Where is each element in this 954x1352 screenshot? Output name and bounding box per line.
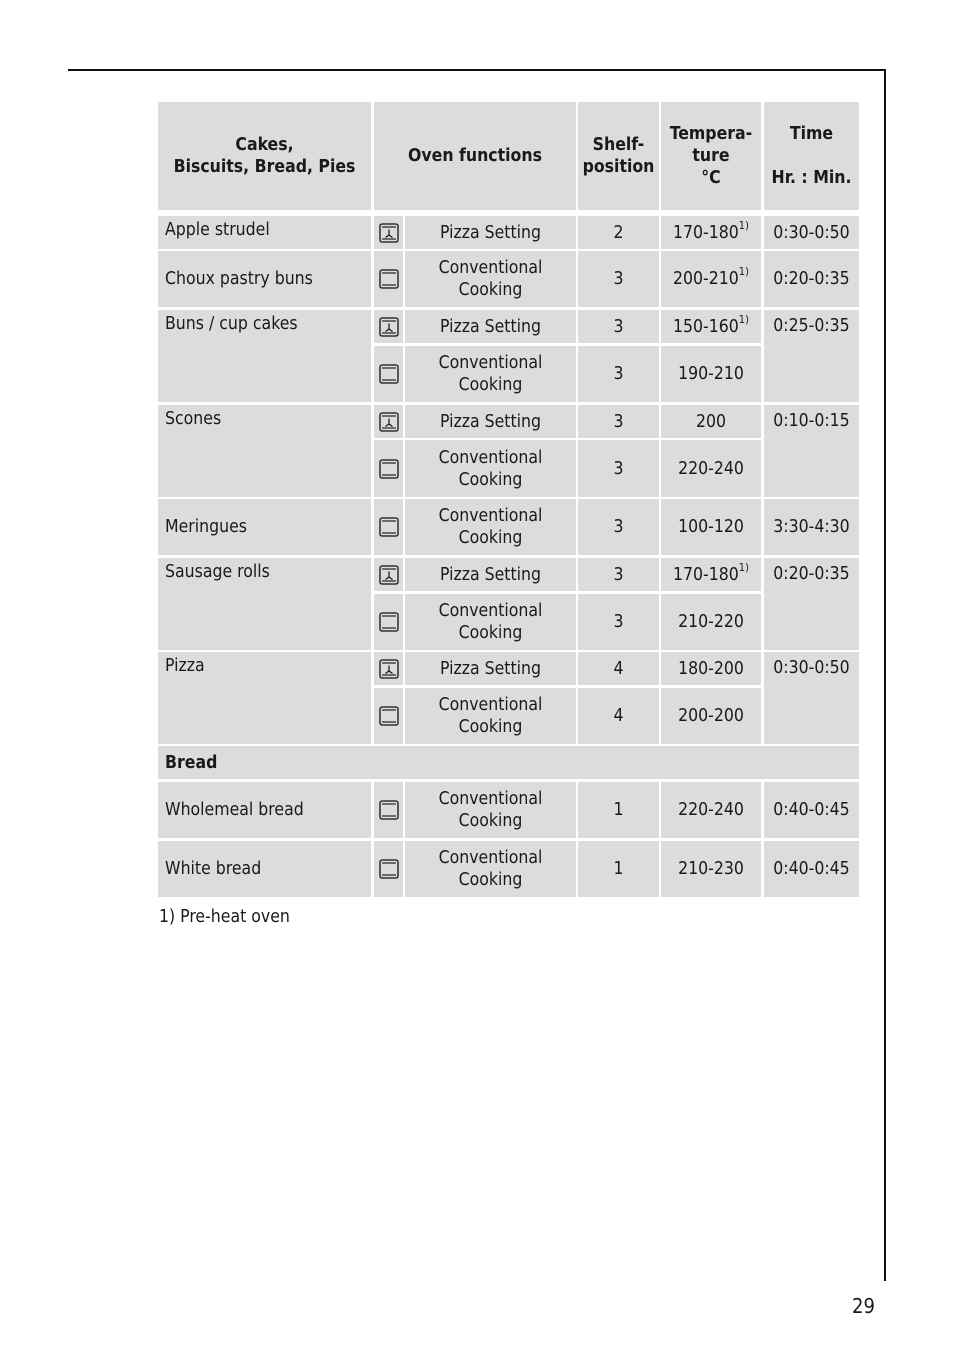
shelf-cell [578,652,659,685]
temp-cell [661,652,761,685]
temp-cell [661,841,761,897]
dish-cell [158,310,371,402]
function-label-line1: Conventional [438,506,543,526]
time-value: 0:10-0:15 [773,411,850,431]
function-icon-cell [374,499,403,555]
shelf-cell [578,782,659,838]
function-cell [405,499,576,555]
temp-value: 200 [695,411,727,432]
shelf-cell [578,440,659,497]
function-label-line2: Cooking [458,870,523,890]
function-label-line1: Conventional [438,258,543,278]
section-title: Bread [165,752,218,773]
preheat-note-ref: 1) [738,265,749,279]
temp-cell [661,440,761,497]
shelf-cell [578,558,659,591]
dish-cell [158,499,371,555]
function-cell [405,594,576,650]
time-cell [764,499,859,555]
header-oven-functions [374,102,576,210]
time-value: 0:40-0:45 [773,800,850,820]
function-label: Pizza Setting [439,316,542,337]
function-cell [405,652,576,685]
shelf-value: 3 [613,612,624,632]
time-value: 0:30-0:50 [773,222,850,243]
header-dish [158,102,371,210]
temp-value: 220-240 [678,458,744,479]
function-icon-cell [374,405,403,438]
function-icon-cell [374,594,403,650]
temp-cell [661,499,761,555]
shelf-value: 3 [613,411,624,432]
header-shelf [578,102,659,210]
time-value: 0:20-0:35 [773,564,850,584]
shelf-value: 3 [613,364,624,384]
dish-cell [158,558,371,650]
function-label-line2: Cooking [458,469,523,490]
function-cell [405,558,576,591]
shelf-cell [578,346,659,402]
header-temperature [661,102,761,210]
conventional-cooking-icon [379,612,399,632]
function-icon-cell [374,652,403,685]
dish-name: White bread [165,859,262,879]
temp-value: 220-240 [678,800,744,820]
function-label-line1: Conventional [438,789,543,809]
dish-cell [158,652,371,744]
function-label-line1: Conventional [438,601,543,621]
function-label-line1: Conventional [438,695,543,715]
conventional-cooking-icon [379,459,399,479]
time-cell [764,251,859,307]
header-time-line2: Hr. : Min. [771,168,852,188]
shelf-cell [578,841,659,897]
conventional-cooking-icon [379,859,399,879]
dish-name: Sausage rolls [165,562,270,582]
time-cell [764,652,859,744]
time-value: 0:40-0:45 [773,859,850,879]
function-cell [405,346,576,402]
page-number: 29 [852,1294,875,1318]
dish-name: Scones [165,409,222,429]
dish-name: Choux pastry buns [165,269,313,289]
right-rule [884,69,886,1281]
temp-cell [661,346,761,402]
conventional-cooking-icon [379,517,399,537]
dish-cell [158,841,371,897]
function-cell [405,440,576,497]
header-time-line1: Time [789,124,834,144]
time-value: 3:30-4:30 [773,517,850,537]
function-label-line1: Conventional [438,848,543,868]
temp-value: 210-220 [678,612,744,632]
temp-value: 210-230 [678,859,744,879]
function-label: Pizza Setting [439,564,542,585]
temp-value: 150-160 [673,316,739,337]
temp-value: 170-180 [673,222,739,243]
dish-name: Meringues [165,517,247,537]
function-label-line2: Cooking [458,623,523,643]
shelf-cell [578,499,659,555]
shelf-value: 3 [613,316,624,337]
shelf-cell [578,310,659,343]
function-label-line2: Cooking [458,280,523,300]
header-temp-line1: Tempera- [669,124,753,144]
time-cell [764,216,859,249]
shelf-value: 3 [613,458,624,479]
shelf-cell [578,688,659,744]
preheat-note-ref: 1) [738,218,749,232]
conventional-cooking-icon [379,800,399,820]
dish-name: Pizza [165,656,205,676]
shelf-cell [578,251,659,307]
function-label-line2: Cooking [458,375,523,395]
function-icon-cell [374,688,403,744]
temp-cell [661,558,761,591]
shelf-value: 1 [613,859,624,879]
time-cell [764,782,859,838]
footnote: 1) Pre-heat oven [159,907,290,927]
dish-cell [158,405,371,497]
temp-cell [661,688,761,744]
shelf-cell [578,594,659,650]
time-cell [764,310,859,402]
function-cell [405,688,576,744]
pizza-setting-icon [379,565,399,585]
function-icon-cell [374,440,403,497]
function-label-line1: Conventional [438,447,543,468]
top-rule [68,69,886,71]
pizza-setting-icon [379,317,399,337]
dish-cell [158,216,371,249]
shelf-value: 1 [613,800,624,820]
temp-cell [661,310,761,343]
function-cell [405,405,576,438]
temp-value: 200-200 [678,706,744,726]
shelf-value: 4 [613,658,624,679]
temp-cell [661,216,761,249]
shelf-value: 2 [613,222,624,243]
header-shelf-line1: Shelf- [592,135,645,155]
function-label-line2: Cooking [458,528,523,548]
function-cell [405,782,576,838]
function-icon-cell [374,841,403,897]
temp-cell [661,594,761,650]
conventional-cooking-icon [379,706,399,726]
time-value: 0:25-0:35 [773,316,850,336]
header-shelf-line2: position [582,157,655,177]
section-header-bread [158,746,859,779]
function-cell [405,841,576,897]
preheat-note-ref: 1) [738,560,749,574]
header-temp-unit: °C [701,168,721,188]
preheat-note-ref: 1) [738,312,749,326]
header-oven-functions-label: Oven functions [408,146,542,166]
shelf-value: 3 [613,517,624,537]
function-icon-cell [374,251,403,307]
dish-name: Buns / cup cakes [165,314,298,334]
function-icon-cell [374,310,403,343]
temp-cell [661,251,761,307]
function-label-line2: Cooking [458,811,523,831]
function-label-line2: Cooking [458,717,523,737]
time-value: 0:20-0:35 [773,269,850,289]
temp-value: 100-120 [678,517,744,537]
dish-name: Apple strudel [165,220,270,240]
shelf-value: 3 [613,269,624,289]
function-label: Pizza Setting [439,658,542,679]
function-cell [405,310,576,343]
time-cell [764,841,859,897]
time-cell [764,558,859,650]
temp-value: 200-210 [673,269,739,289]
dish-cell [158,782,371,838]
temp-value: 170-180 [673,564,739,585]
temp-value: 180-200 [678,658,744,679]
shelf-cell [578,216,659,249]
function-icon-cell [374,782,403,838]
function-icon-cell [374,216,403,249]
dish-name: Wholemeal bread [165,800,304,820]
header-time [764,102,859,210]
temp-cell [661,782,761,838]
conventional-cooking-icon [379,269,399,289]
function-icon-cell [374,558,403,591]
pizza-setting-icon [379,659,399,679]
function-label: Pizza Setting [439,411,542,432]
function-label-line1: Conventional [438,353,543,373]
pizza-setting-icon [379,223,399,243]
header-dish-line2: Biscuits, Bread, Pies [173,157,356,177]
time-value: 0:30-0:50 [773,658,850,678]
time-cell [764,405,859,497]
header-temp-line2: ture [692,146,730,166]
function-cell [405,216,576,249]
function-label: Pizza Setting [439,222,542,243]
conventional-cooking-icon [379,364,399,384]
temp-value: 190-210 [678,364,744,384]
header-dish-line1: Cakes, [235,135,294,155]
shelf-value: 4 [613,706,624,726]
shelf-cell [578,405,659,438]
temp-cell [661,405,761,438]
function-cell [405,251,576,307]
dish-cell [158,251,371,307]
shelf-value: 3 [613,564,624,585]
pizza-setting-icon [379,412,399,432]
function-icon-cell [374,346,403,402]
